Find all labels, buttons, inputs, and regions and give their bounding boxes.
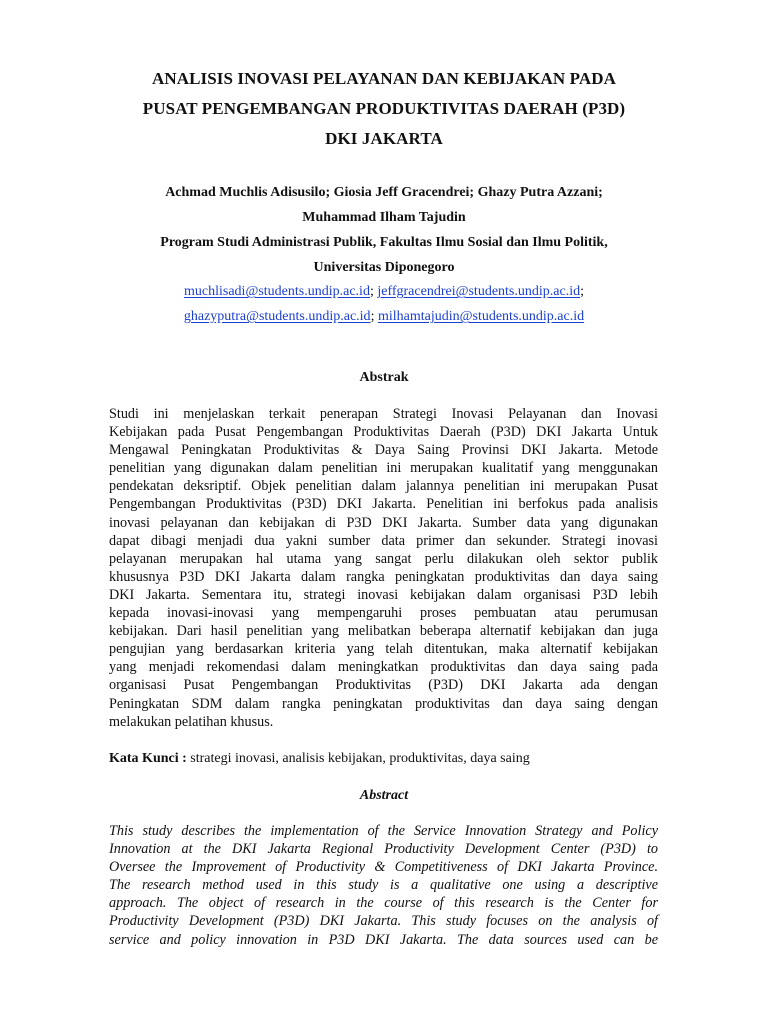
- title-line-1: ANALISIS INOVASI PELAYANAN DAN KEBIJAKAN PADA: [151, 69, 617, 88]
- abstract-line: Productivity Development (P3D) DKI Jakarta. This study focuses on the analysis of: [109, 913, 658, 930]
- email-link-muchlisadi[interactable]: muchlisadi@students.undip.ac.id: [184, 284, 370, 299]
- title-line-3: DKI JAKARTA: [325, 129, 443, 148]
- author-block: [60, 180, 708, 280]
- abstract-heading: Abstract: [359, 788, 409, 803]
- email-block: [60, 279, 708, 329]
- abstrak-line: dapat dibagi menjadi dua yakni sumber data primer dan sekunder. Strategi inovasi: [109, 532, 658, 549]
- email-link-ghazyputra[interactable]: ghazyputra@students.undip.ac.id: [183, 309, 371, 324]
- abstrak-line: Studi ini menjelaskan terkait penerapan Strategi Inovasi Pelayanan dan Inovasi: [109, 406, 658, 422]
- abstract-body: [109, 822, 658, 949]
- abstract-line: This study describes the implementation of the Service Innovation Strategy and Policy: [109, 823, 658, 839]
- paper-title: [60, 64, 708, 154]
- email-separator: ;: [369, 284, 378, 299]
- abstract-line: Oversee the Improvement of Productivity & Competitiveness of DKI Jakarta Province.: [109, 859, 658, 876]
- abstrak-line: Kebijakan pada Pusat Pengembangan Produktivitas Daerah (P3D) DKI Jakarta Untuk: [109, 424, 658, 441]
- abstrak-line: penelitian yang digunakan dalam penelitian ini merupakan kualitatif yang menggunakan: [109, 460, 658, 477]
- affiliation-line-1: Program Studi Administrasi Publik, Fakultas Ilmu Sosial dan Ilmu Politik,: [160, 235, 608, 250]
- abstract-line: service and policy innovation in P3D DKI Jakarta. The data sources used can be: [109, 931, 658, 948]
- email-separator: ;: [370, 309, 378, 324]
- affiliation-line-2: Universitas Diponegoro: [313, 260, 455, 275]
- email-link-jeffgracendrei[interactable]: jeffgracendrei@students.undip.ac.id: [377, 284, 581, 299]
- abstrak-line: khususnya P3D DKI Jakarta dalam rangka peningkatan produktivitas dan daya saing: [109, 568, 658, 585]
- abstrak-line: melakukan pelatihan khusus.: [109, 713, 274, 730]
- email-line-2: [60, 304, 708, 329]
- keywords-value: strategi inovasi, analisis kebijakan, produktivitas, daya saing: [190, 751, 530, 766]
- abstract-line: approach. The object of research in the course of this research is the Center for: [109, 895, 658, 912]
- keywords-line: [109, 750, 658, 768]
- email-line-1: [60, 279, 708, 304]
- abstract-line: The research method used in this study is a qualitative one using a descriptive: [109, 877, 658, 894]
- title-line-2: PUSAT PENGEMBANGAN PRODUKTIVITAS DAERAH (P3D): [142, 99, 626, 118]
- abstrak-line: organisasi Pusat Pengembangan Produktivitas (P3D) DKI Jakarta ada dengan: [109, 677, 658, 694]
- abstrak-line: inovasi pelayanan dan kebijakan di P3D DKI Jakarta. Sumber data yang digunakan: [109, 514, 658, 531]
- author-names-line-1: Achmad Muchlis Adisusilo; Giosia Jeff Gracendrei; Ghazy Putra Azzani;: [165, 185, 603, 200]
- author-names-line-2: Muhammad Ilham Tajudin: [302, 210, 466, 225]
- abstrak-line: Pengembangan Produktivitas (P3D) DKI Jakarta. Penelitian ini berfokus pada analisis: [109, 496, 658, 513]
- abstrak-line: kepada inovasi-inovasi yang mempengaruhi proses pembuatan atau perumusan: [109, 605, 658, 622]
- abstract-line: Innovation at the DKI Jakarta Regional Productivity Development Center (P3D) to: [109, 841, 658, 858]
- abstrak-line: yang menjadi rekomendasi dalam meningkatkan produktivitas dan daya saing pada: [109, 659, 658, 676]
- abstrak-line: pelayanan merupakan hal utama yang sangat perlu dilakukan oleh sektor publik: [109, 550, 658, 567]
- abstrak-line: pengujian yang berdasarkan kriteria yang telah ditentukan, maka alternatif kebijakan: [109, 641, 658, 658]
- abstrak-line: DKI Jakarta. Sementara itu, strategi inovasi kebijakan dalam organisasi P3D lebih: [109, 586, 658, 603]
- abstrak-line: kebijakan. Dari hasil penelitian yang melibatkan beberapa alternatif kebijakan dan juga: [109, 623, 658, 640]
- abstrak-body: [109, 405, 658, 731]
- abstrak-heading: Abstrak: [359, 370, 409, 385]
- keywords-label: Kata Kunci :: [109, 751, 187, 766]
- email-trailing-separator: ;: [580, 284, 584, 299]
- email-link-milhamtajudin[interactable]: milhamtajudin@students.undip.ac.id: [377, 309, 585, 324]
- abstrak-line: Mengawal Peningkatan Produktivitas & Daya Saing Provinsi DKI Jakarta. Metode: [109, 442, 658, 459]
- abstrak-line: Peningkatan SDM dalam rangka peningkatan produktivitas dan daya saing dengan: [109, 695, 658, 712]
- abstrak-line: pendekatan deksriptif. Objek penelitian dalam jalannya penelitian ini merupakan Pusat: [109, 478, 658, 495]
